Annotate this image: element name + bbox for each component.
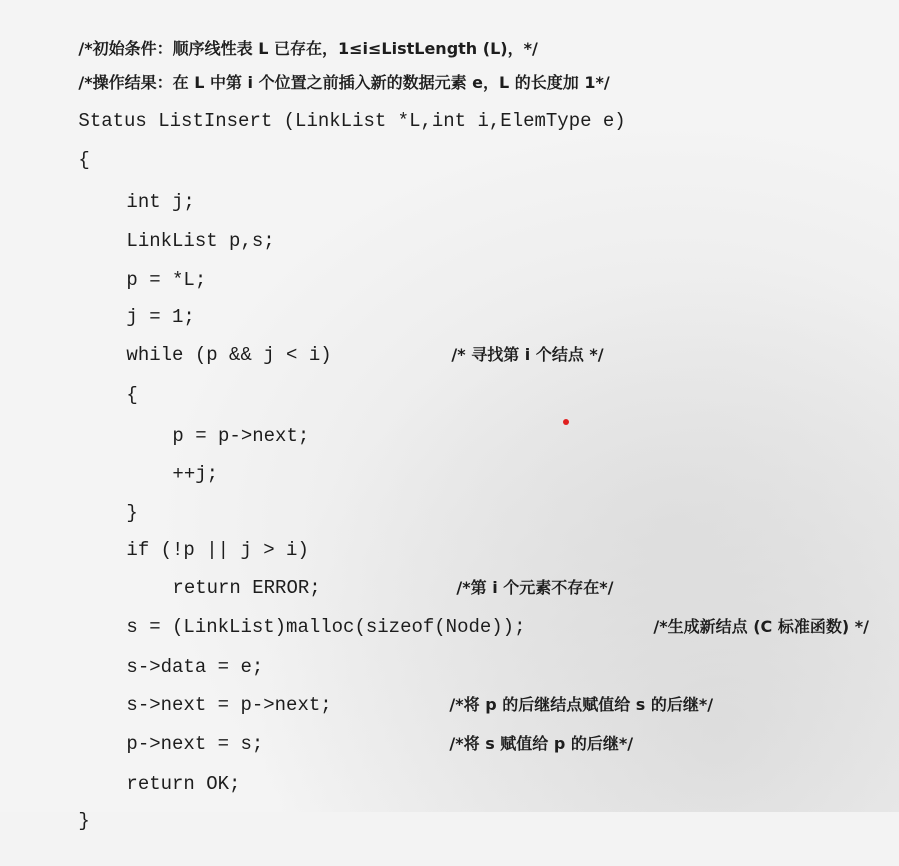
code-statement: p = *L;	[126, 269, 207, 291]
code-line-4	[10, 115, 90, 171]
code-line-12	[104, 429, 219, 485]
code-line-20	[58, 739, 241, 795]
code-statement: ++j;	[172, 463, 219, 485]
inline-comment: /*将 p 的后继结点赋值给 s 的后继*/	[449, 695, 714, 714]
open-brace: {	[78, 149, 90, 171]
header-comment-precondition: /*初始条件：顺序线性表 L 已存在，1≤i≤ListLength (L)，*/	[78, 39, 538, 58]
code-line-15-comment	[388, 543, 614, 597]
close-brace: }	[78, 810, 90, 832]
while-statement: while (p && j < i)	[126, 344, 332, 366]
return-statement: return ERROR;	[172, 577, 321, 599]
function-signature: Status ListInsert (LinkList *L,int i,ElemType e)	[78, 110, 626, 132]
inline-comment: /* 寻找第 i 个结点 */	[451, 345, 604, 364]
header-comment-result: /*操作结果：在 L 中第 i 个位置之前插入新的数据元素 e，L 的长度加 1*/	[78, 73, 610, 92]
if-statement: if (!p || j > i)	[126, 539, 309, 561]
code-line-6	[58, 196, 275, 252]
code-statement: j = 1;	[126, 306, 195, 328]
code-statement: s->data = e;	[126, 656, 264, 678]
code-line-14	[58, 505, 309, 561]
code-statement: p->next = s;	[126, 733, 264, 755]
code-line-10	[58, 350, 138, 406]
inline-comment: /*将 s 赋值给 p 的后继*/	[449, 734, 634, 753]
red-marker-dot	[563, 419, 569, 425]
code-line-18-comment	[381, 660, 714, 714]
code-statement: p = p->next;	[172, 425, 310, 447]
code-line-21	[10, 776, 90, 832]
code-line-16	[58, 582, 526, 638]
code-line-19-comment	[381, 699, 634, 753]
code-line-15	[104, 543, 321, 599]
code-line-8	[58, 272, 195, 328]
code-line-11	[104, 391, 310, 447]
code-statement: LinkList p,s;	[126, 230, 275, 252]
code-statement: int j;	[126, 191, 195, 213]
code-line-2	[10, 38, 610, 92]
code-line-3	[10, 76, 626, 132]
code-line-9	[58, 310, 332, 366]
code-line-1	[10, 4, 538, 58]
code-line-17	[58, 622, 264, 678]
code-line-9-comment	[383, 310, 604, 364]
close-brace: }	[126, 502, 138, 524]
malloc-statement: s = (LinkList)malloc(sizeof(Node));	[126, 616, 526, 638]
inline-comment: /*第 i 个元素不存在*/	[456, 578, 614, 597]
open-brace: {	[126, 384, 138, 406]
code-line-5	[58, 157, 195, 213]
code-line-16-comment	[585, 582, 869, 636]
return-statement: return OK;	[126, 773, 241, 795]
code-line-19	[58, 699, 264, 755]
code-statement: s->next = p->next;	[126, 694, 332, 716]
inline-comment: /*生成新结点 (C 标准函数) */	[653, 617, 869, 636]
code-line-18	[58, 660, 332, 716]
code-line-7	[58, 235, 207, 291]
code-line-13	[58, 468, 138, 524]
